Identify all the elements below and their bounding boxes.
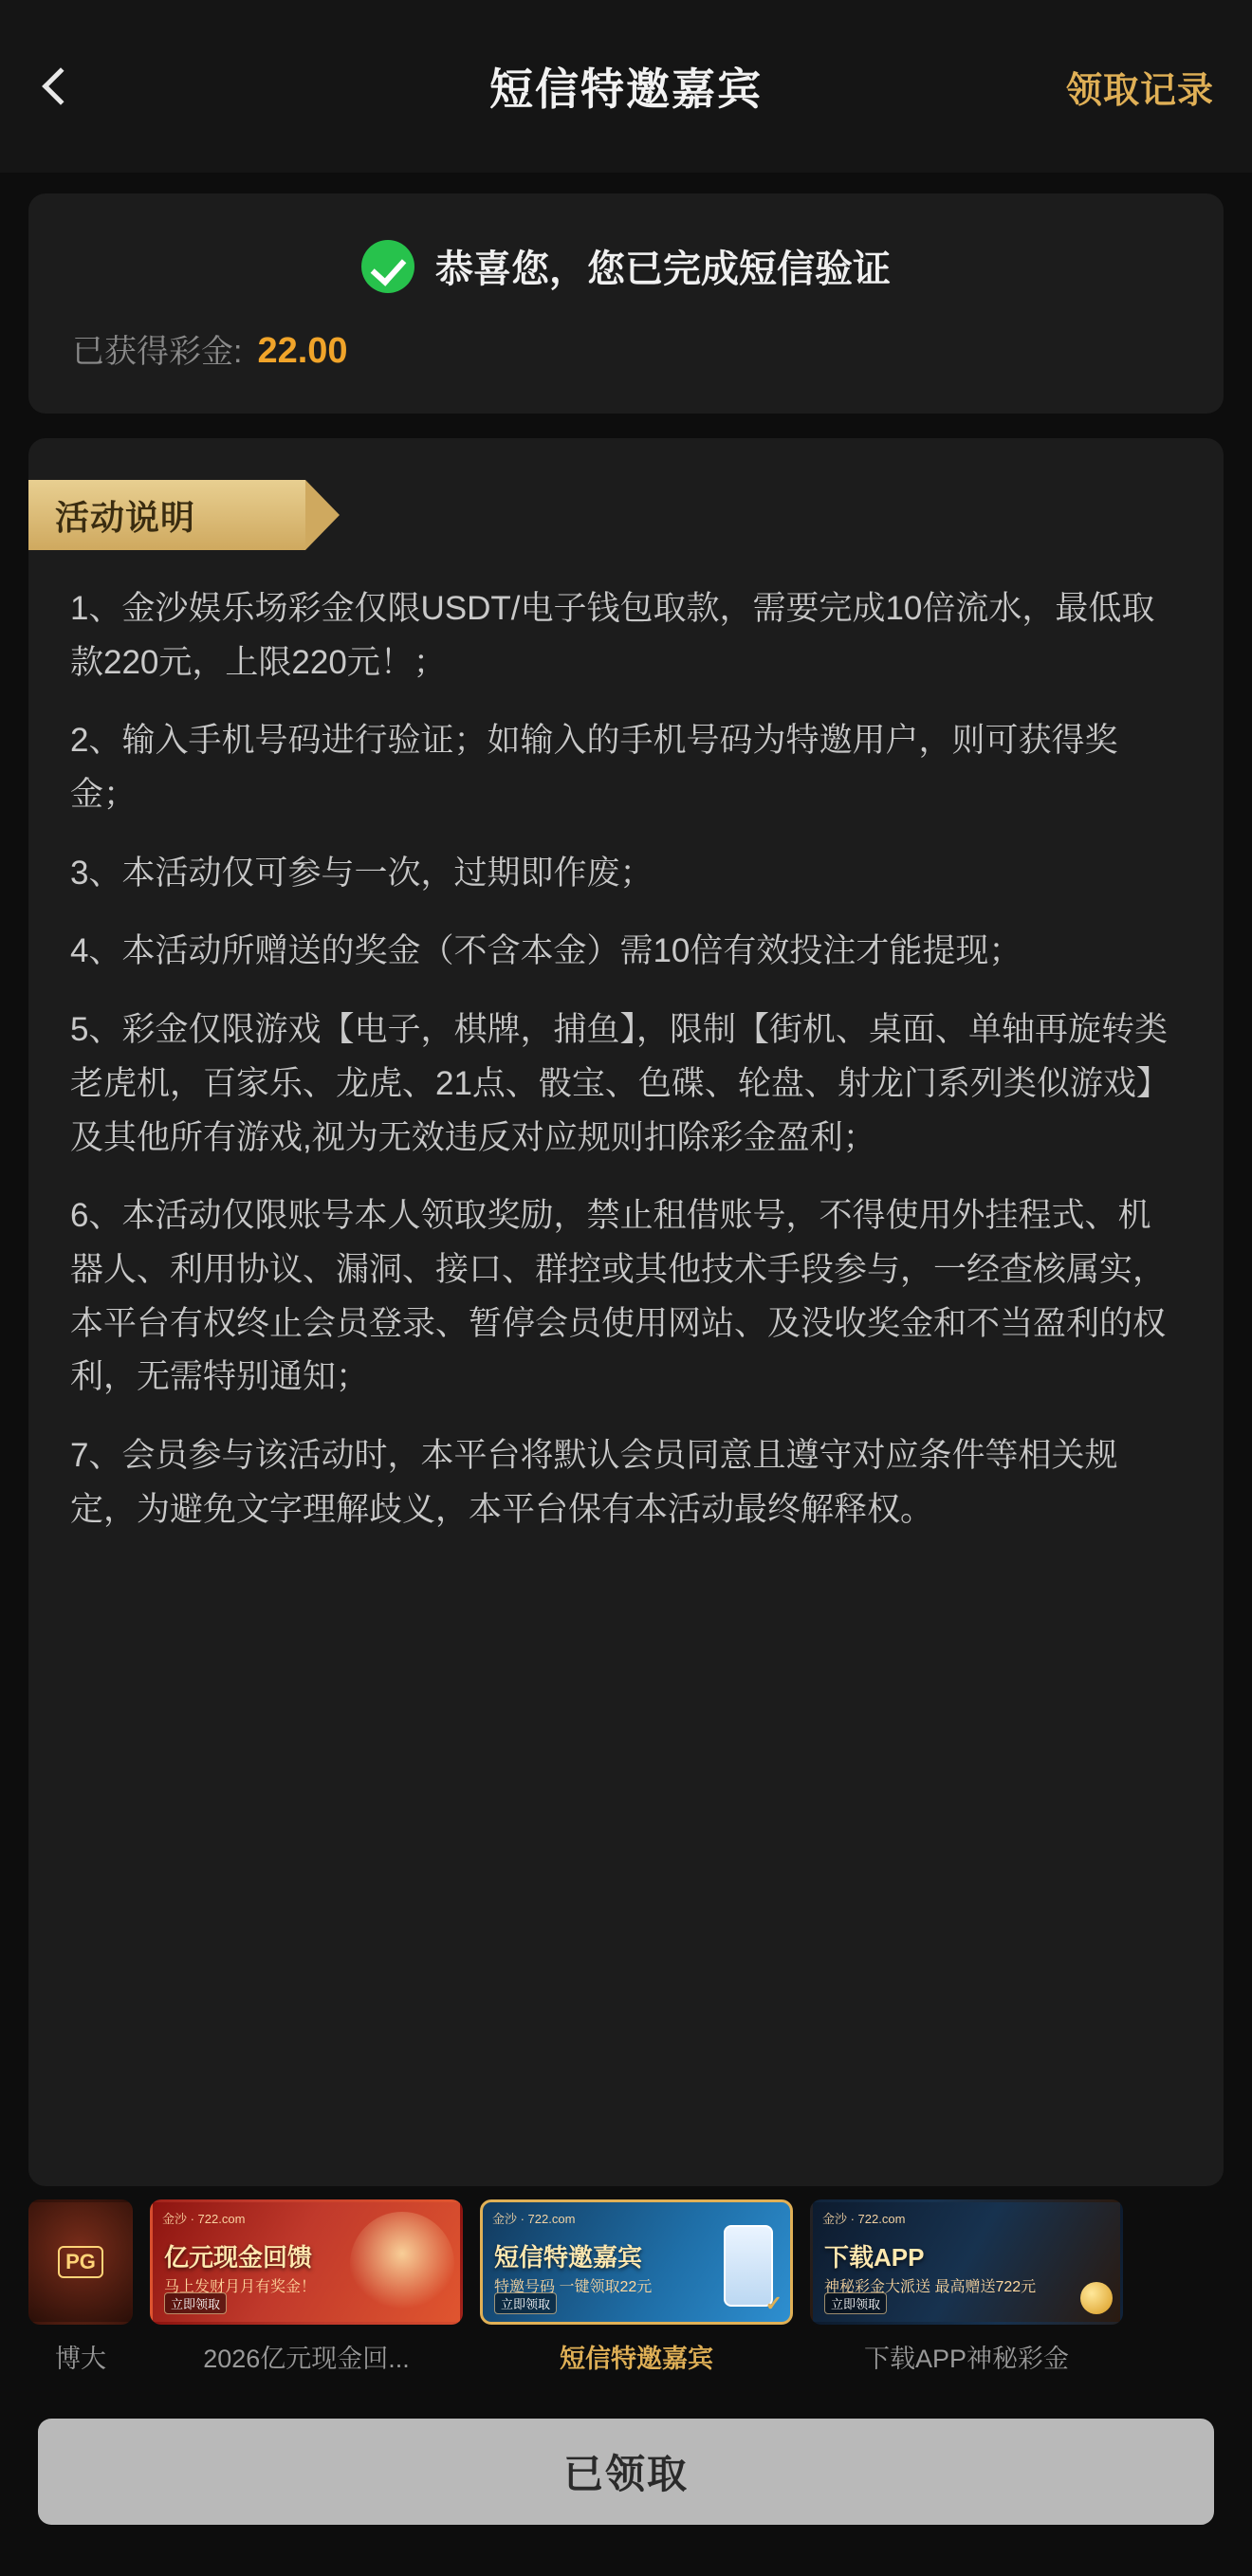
promotion-thumb-sub: 特邀号码 一键领取22元 <box>494 2279 653 2295</box>
promotion-thumb-caption: 2026亿元现金回... <box>203 2345 410 2373</box>
page-body <box>0 173 1252 2384</box>
promotion-thumb-title: 下载APP <box>824 2243 925 2272</box>
promotion-thumb-tag: 立即领取 <box>494 2292 557 2314</box>
rule-item: 6、本活动仅限账号本人领取奖励，禁止租借账号，不得使用外挂程式、机器人、利用协议、漏洞、接口、群控或其他技术手段参与，一经查核属实，本平台有权终止会员登录、暂停会员使用网站、及没收奖金和不当盈利的权利，无需特别通知； <box>70 1197 1167 1396</box>
rule-item: 3、本活动仅可参与一次，过期即作废； <box>70 854 654 892</box>
bonus-amount-label: 已获得彩金: <box>72 334 243 370</box>
chevron-left-icon <box>42 67 80 105</box>
brand-text: 金沙 · 722.com <box>492 2212 576 2226</box>
promotion-thumb-bodog[interactable] <box>28 2199 133 2375</box>
promotion-thumb-image <box>810 2199 1123 2325</box>
rule-item: 1、金沙娱乐场彩金仅限USDT/电子钱包取款，需要完成10倍流水，最低取款220元，上限220元！； <box>70 590 1155 681</box>
promotion-brand-line <box>492 2209 781 2227</box>
rule-item: 4、本活动所赠送的奖金（不含本金）需10倍有效投注才能提现； <box>70 932 1022 970</box>
promotion-thumb-sub: 神秘彩金大派送 最高赠送722元 <box>824 2279 1037 2295</box>
success-message-row <box>72 239 1180 293</box>
bonus-amount-value: 22.00 <box>257 331 348 371</box>
promotion-brand-line <box>162 2209 451 2227</box>
promotion-thumb-caption: 短信特邀嘉宾 <box>560 2345 713 2373</box>
promotion-thumb-tag: 立即领取 <box>824 2292 887 2314</box>
promotion-thumb-title: 短信特邀嘉宾 <box>494 2243 643 2272</box>
promotion-thumb-caption: 博大 <box>55 2345 106 2373</box>
promotion-thumb-tag: 立即领取 <box>164 2292 227 2314</box>
rules-list <box>28 550 1224 1561</box>
promotion-thumb-caption: 下载APP神秘彩金 <box>863 2345 1070 2373</box>
footer-bar <box>0 2384 1252 2576</box>
activity-rules-card <box>28 438 1224 2186</box>
check-circle-icon <box>361 240 414 293</box>
promotion-brand-line <box>822 2209 1111 2227</box>
coin-illustration-icon <box>1080 2282 1113 2314</box>
promotion-thumb-image <box>150 2199 463 2325</box>
rules-ribbon-label: 活动说明 <box>28 480 305 550</box>
pg-logo-icon: PG <box>58 2246 103 2278</box>
promotion-thumbnail-strip[interactable] <box>28 2186 1224 2384</box>
brand-text: 金沙 · 722.com <box>162 2212 246 2226</box>
rule-item: 5、彩金仅限游戏【电子，棋牌，捕鱼】，限制【街机、桌面、单轴再旋转类老虎机，百家乐、龙虎、21点、骰宝、色碟、轮盘、射龙门系列类似游戏】及其他所有游戏,视为无效违反对应规则扣除彩金盈利； <box>70 1011 1169 1156</box>
promotion-thumb-sms-guest[interactable] <box>480 2199 793 2375</box>
promotion-thumb-image <box>480 2199 793 2325</box>
success-message: 恭喜您，您已完成短信验证 <box>435 248 891 290</box>
rule-item: 7、会员参与该活动时，本平台将默认会员同意且遵守对应条件等相关规定，为避免文字理解歧义，本平台保有本活动最终解释权。 <box>70 1436 1118 1528</box>
promotion-thumb-sub: 马上发财月月有奖金！ <box>164 2279 317 2295</box>
verification-success-card <box>28 193 1224 414</box>
brand-text: 金沙 · 722.com <box>822 2212 906 2226</box>
promotion-thumb-cashback[interactable] <box>150 2199 463 2375</box>
back-button[interactable] <box>38 53 104 120</box>
app-header <box>0 0 1252 173</box>
selected-check-icon: ✓ <box>764 2291 782 2315</box>
promotion-thumb-title: 亿元现金回馈 <box>164 2243 313 2272</box>
horse-illustration-icon <box>350 2212 454 2316</box>
claim-records-link[interactable]: 领取记录 <box>1065 70 1214 111</box>
bonus-amount-row <box>72 325 1180 372</box>
claim-button[interactable]: 已领取 <box>38 2419 1214 2525</box>
promotion-thumb-app-download[interactable] <box>810 2199 1123 2375</box>
promotion-thumb-image <box>28 2199 133 2325</box>
rule-item: 2、输入手机号码进行验证；如输入的手机号码为特邀用户，则可获得奖金； <box>70 722 1118 814</box>
page-title: 短信特邀嘉宾 <box>489 64 763 114</box>
